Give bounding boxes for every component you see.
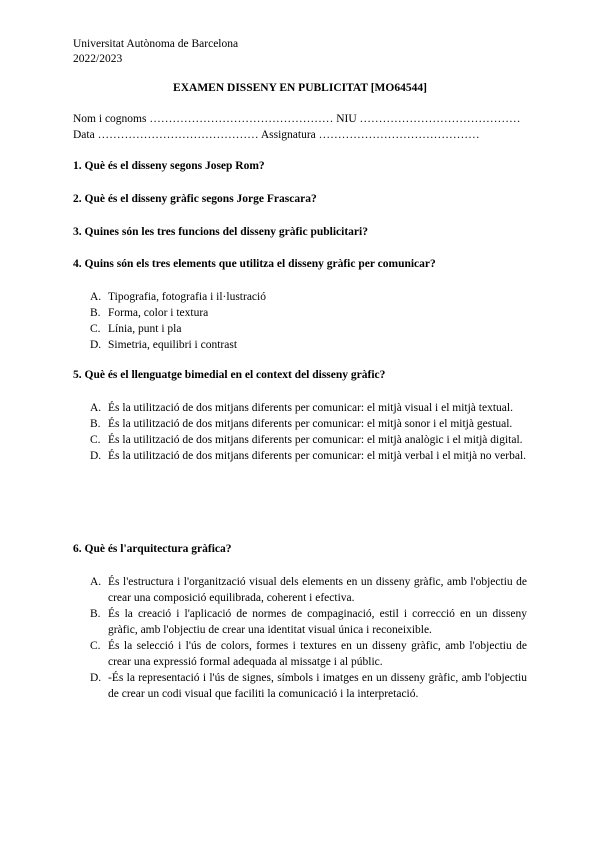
question-1: 1. Què és el disseny segons Josep Rom? [73,160,265,172]
option-text: És la utilització de dos mitjans diferents per comunicar: el mitjà verbal i el mitjà no verbal. [108,450,527,462]
question-2: 2. Què és el disseny gràfic segons Jorge Frascara? [73,193,317,205]
option-item [90,416,527,432]
option-letter: B. [90,418,101,430]
option-letter: B. [90,608,101,620]
option-text: Simetria, equilibri i contrast [108,339,238,351]
option-text: Tipografia, fotografia i il·lustració [108,291,266,303]
option-text: Forma, color i textura [108,307,209,319]
question-6: 6. Què és l'arquitectura gràfica? [73,543,232,555]
option-letter: A. [90,402,102,414]
option-letter: D. [90,450,102,462]
option-item [90,337,527,353]
option-text: És la utilització de dos mitjans diferents per comunicar: el mitjà sonor i el mitjà gestual. [108,418,513,430]
option-letter: B. [90,307,101,319]
option-item [90,638,527,670]
option-item [90,670,527,702]
option-item [90,289,527,305]
date-subject-line: Data …………………………………… Assignatura …………………………………… [73,129,480,141]
option-item [90,606,527,638]
question-5-options [90,400,527,464]
question-6-options [90,574,527,702]
option-letter: D. [90,672,102,684]
question-4-options [90,289,527,353]
option-text: És la selecció i l'ús de colors, formes i textures en un disseny gràfic, amb l'objectiu de crear una expressió formal adequada al missatge i al públic. [108,640,527,668]
option-text: -És la representació i l'ús de signes, símbols i imatges en un disseny gràfic, amb l'objectiu de crear un codi visual que faciliti la comunicació i la interpretació. [108,672,527,700]
name-niu-line: Nom i cognoms ………………………………………… NIU …………………………………… [73,113,521,125]
option-item [90,305,527,321]
option-letter: C. [90,323,101,335]
option-letter: A. [90,576,102,588]
option-text: Línia, punt i pla [108,323,182,335]
option-text: És l'estructura i l'organització visual dels elements en un disseny gràfic, amb l'objectiu de crear una composició equilibrada, coherent i efectiva. [108,576,527,604]
option-item [90,448,527,464]
option-letter: D. [90,339,102,351]
option-text: És la utilització de dos mitjans diferents per comunicar: el mitjà visual i el mitjà textual. [108,402,513,414]
option-item [90,400,527,416]
option-text: És la creació i l'aplicació de normes de compaginació, estil i correcció en un disseny gràfic, amb l'objectiu de crear una identitat visual única i reconeixible. [108,608,527,636]
question-3: 3. Quines són les tres funcions del disseny gràfic publicitari? [73,226,368,238]
option-item [90,574,527,606]
question-5: 5. Què és el llenguatge bimedial en el context del disseny gràfic? [73,369,386,381]
option-item [90,432,527,448]
option-text: És la utilització de dos mitjans diferents per comunicar: el mitjà analògic i el mitjà digital. [108,434,523,446]
option-letter: C. [90,640,101,652]
exam-title: EXAMEN DISSENY EN PUBLICITAT [MO64544] [173,82,427,94]
university-name: Universitat Autònoma de Barcelona [73,38,239,50]
question-4: 4. Quins són els tres elements que utilitza el disseny gràfic per comunicar? [73,258,436,270]
academic-year: 2022/2023 [73,53,123,65]
option-letter: A. [90,291,102,303]
option-item [90,321,527,337]
option-letter: C. [90,434,101,446]
